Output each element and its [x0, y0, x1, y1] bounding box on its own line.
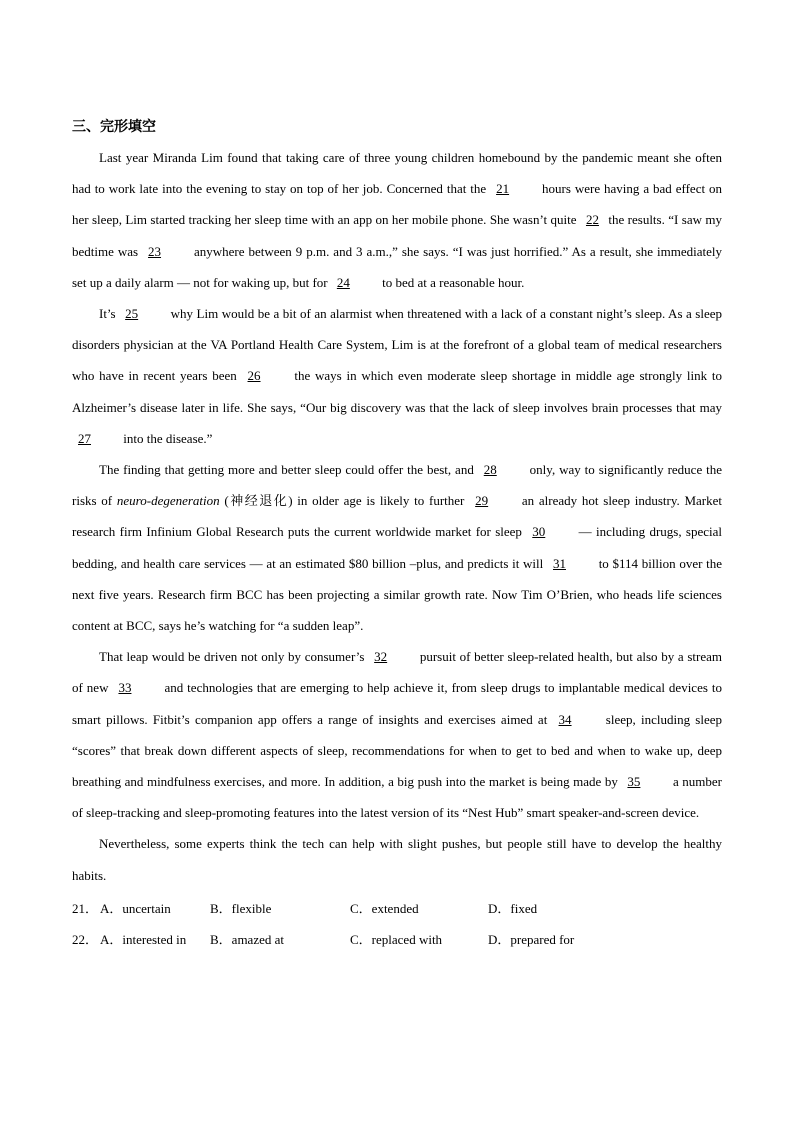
blank-23: 23 [148, 243, 162, 259]
text-span: the ways in which even moderate sleep shortage in middle age strongly link to Alzheimer’s disease later in life. She says, “Our big discovery was that the lack of sleep involves brain processes that may [72, 368, 722, 415]
option-b[interactable]: B．amazed at [210, 932, 284, 948]
text-span: Last year Miranda Lim found that taking care of three young children homebound by the pandemic meant she often had to work late into the evening to stay on top of her job. Concerned that the [72, 150, 722, 197]
option-c[interactable]: C．replaced with [350, 932, 443, 948]
blank-28: 28 [483, 462, 497, 478]
option-b[interactable]: B．flexible [210, 900, 272, 916]
text-span: hours were having a bad effect on her sleep, Lim started tracking her sleep time with an app on her mobile phone. She wasn’t quite [72, 181, 723, 228]
text-span: into the disease.” [123, 430, 213, 446]
option-d[interactable]: D．fixed [488, 900, 538, 916]
text-span: only, way to significantly reduce the risks of [72, 462, 723, 509]
text-span: Nevertheless, some experts think the tech can help with slight pushes, but people still have to develop the healthy habits. [72, 836, 722, 883]
text-span: That leap would be driven not only by consumer’s [99, 649, 365, 665]
text-span: The finding that getting more and better sleep could offer the best, and [99, 462, 474, 478]
italic-term: neuro-degeneration [116, 493, 220, 509]
blank-32: 32 [374, 649, 388, 665]
text-span: It’s [99, 306, 116, 322]
answer-options [72, 893, 722, 955]
blank-31: 31 [552, 555, 566, 571]
paragraph-4 [72, 641, 722, 828]
text-span: to bed at a reasonable hour. [382, 274, 525, 290]
text-span: the results. “I saw my bedtime was [72, 212, 722, 259]
blank-33: 33 [118, 680, 132, 696]
option-c[interactable]: C．extended [350, 900, 419, 916]
option-row-22 [72, 924, 722, 955]
blank-27: 27 [78, 430, 91, 446]
blank-21: 21 [496, 181, 510, 197]
question-number: 22． [72, 932, 99, 948]
blank-34: 34 [558, 711, 572, 727]
blank-29: 29 [475, 493, 489, 509]
text-span: an already hot sleep industry. Market research firm Infinium Global Research puts the current worldwide market for sleep [72, 493, 723, 540]
option-a[interactable]: A．uncertain [100, 900, 171, 916]
text-span: — including drugs, special bedding, and health care services — at an estimated $80 billion –plus, and predicts it will [72, 524, 723, 571]
option-d[interactable]: D．prepared for [488, 932, 575, 948]
option-row-21 [72, 893, 722, 924]
text-span: why Lim would be a bit of an alarmist when threatened with a lack of a constant night’s sleep. As a sleep disorders physician at the VA Portland Health Care System, Lim is at the forefront of a global team of medical researchers who have in recent years been [72, 306, 723, 384]
text-span: to $114 billion over the next five years. Research firm BCC has been projecting a similar growth rate. Now Tim O’Brien, who heads life sciences content at BCC, says he’s watching for “a sudden leap”. [72, 555, 723, 634]
blank-30: 30 [532, 524, 546, 540]
paragraph-1 [72, 142, 722, 298]
blank-35: 35 [627, 774, 641, 790]
text-span: a number of sleep-tracking and sleep-promoting features into the latest version of its “Nest Hub” smart speaker-and-screen device. [72, 774, 722, 821]
blank-24: 24 [336, 274, 350, 290]
paragraph-2 [72, 298, 722, 454]
text-span: (神经退化) in older age is likely to further [224, 493, 465, 509]
option-a[interactable]: A．interested in [100, 932, 187, 948]
document-page [72, 116, 722, 955]
text-span: anywhere between 9 p.m. and 3 a.m.,” she says. “I was just horrified.” As a result, she immediately set up a daily alarm — not for waking up, but for [72, 243, 723, 290]
question-number: 21． [72, 900, 99, 916]
text-span: and technologies that are emerging to help achieve it, from sleep drugs to implantable medical devices to smart pillows. Fitbit’s companion app offers a range of insights and exercises aimed at [72, 680, 722, 727]
section-title: 三、完形填空 [72, 119, 156, 135]
blank-22: 22 [585, 212, 599, 228]
text-span: sleep, including sleep “scores” that break down different aspects of sleep, recommendations for when to get to bed and when to wake up, deep breathing and mindfulness exercises, and more. In addition, a big push into the market is being made by [72, 711, 723, 790]
paragraph-3 [72, 454, 722, 641]
paragraph-5 [72, 828, 722, 890]
blank-26: 26 [247, 368, 261, 384]
blank-25: 25 [125, 306, 139, 322]
text-span: pursuit of better sleep-related health, but also by a stream of new [72, 649, 723, 696]
